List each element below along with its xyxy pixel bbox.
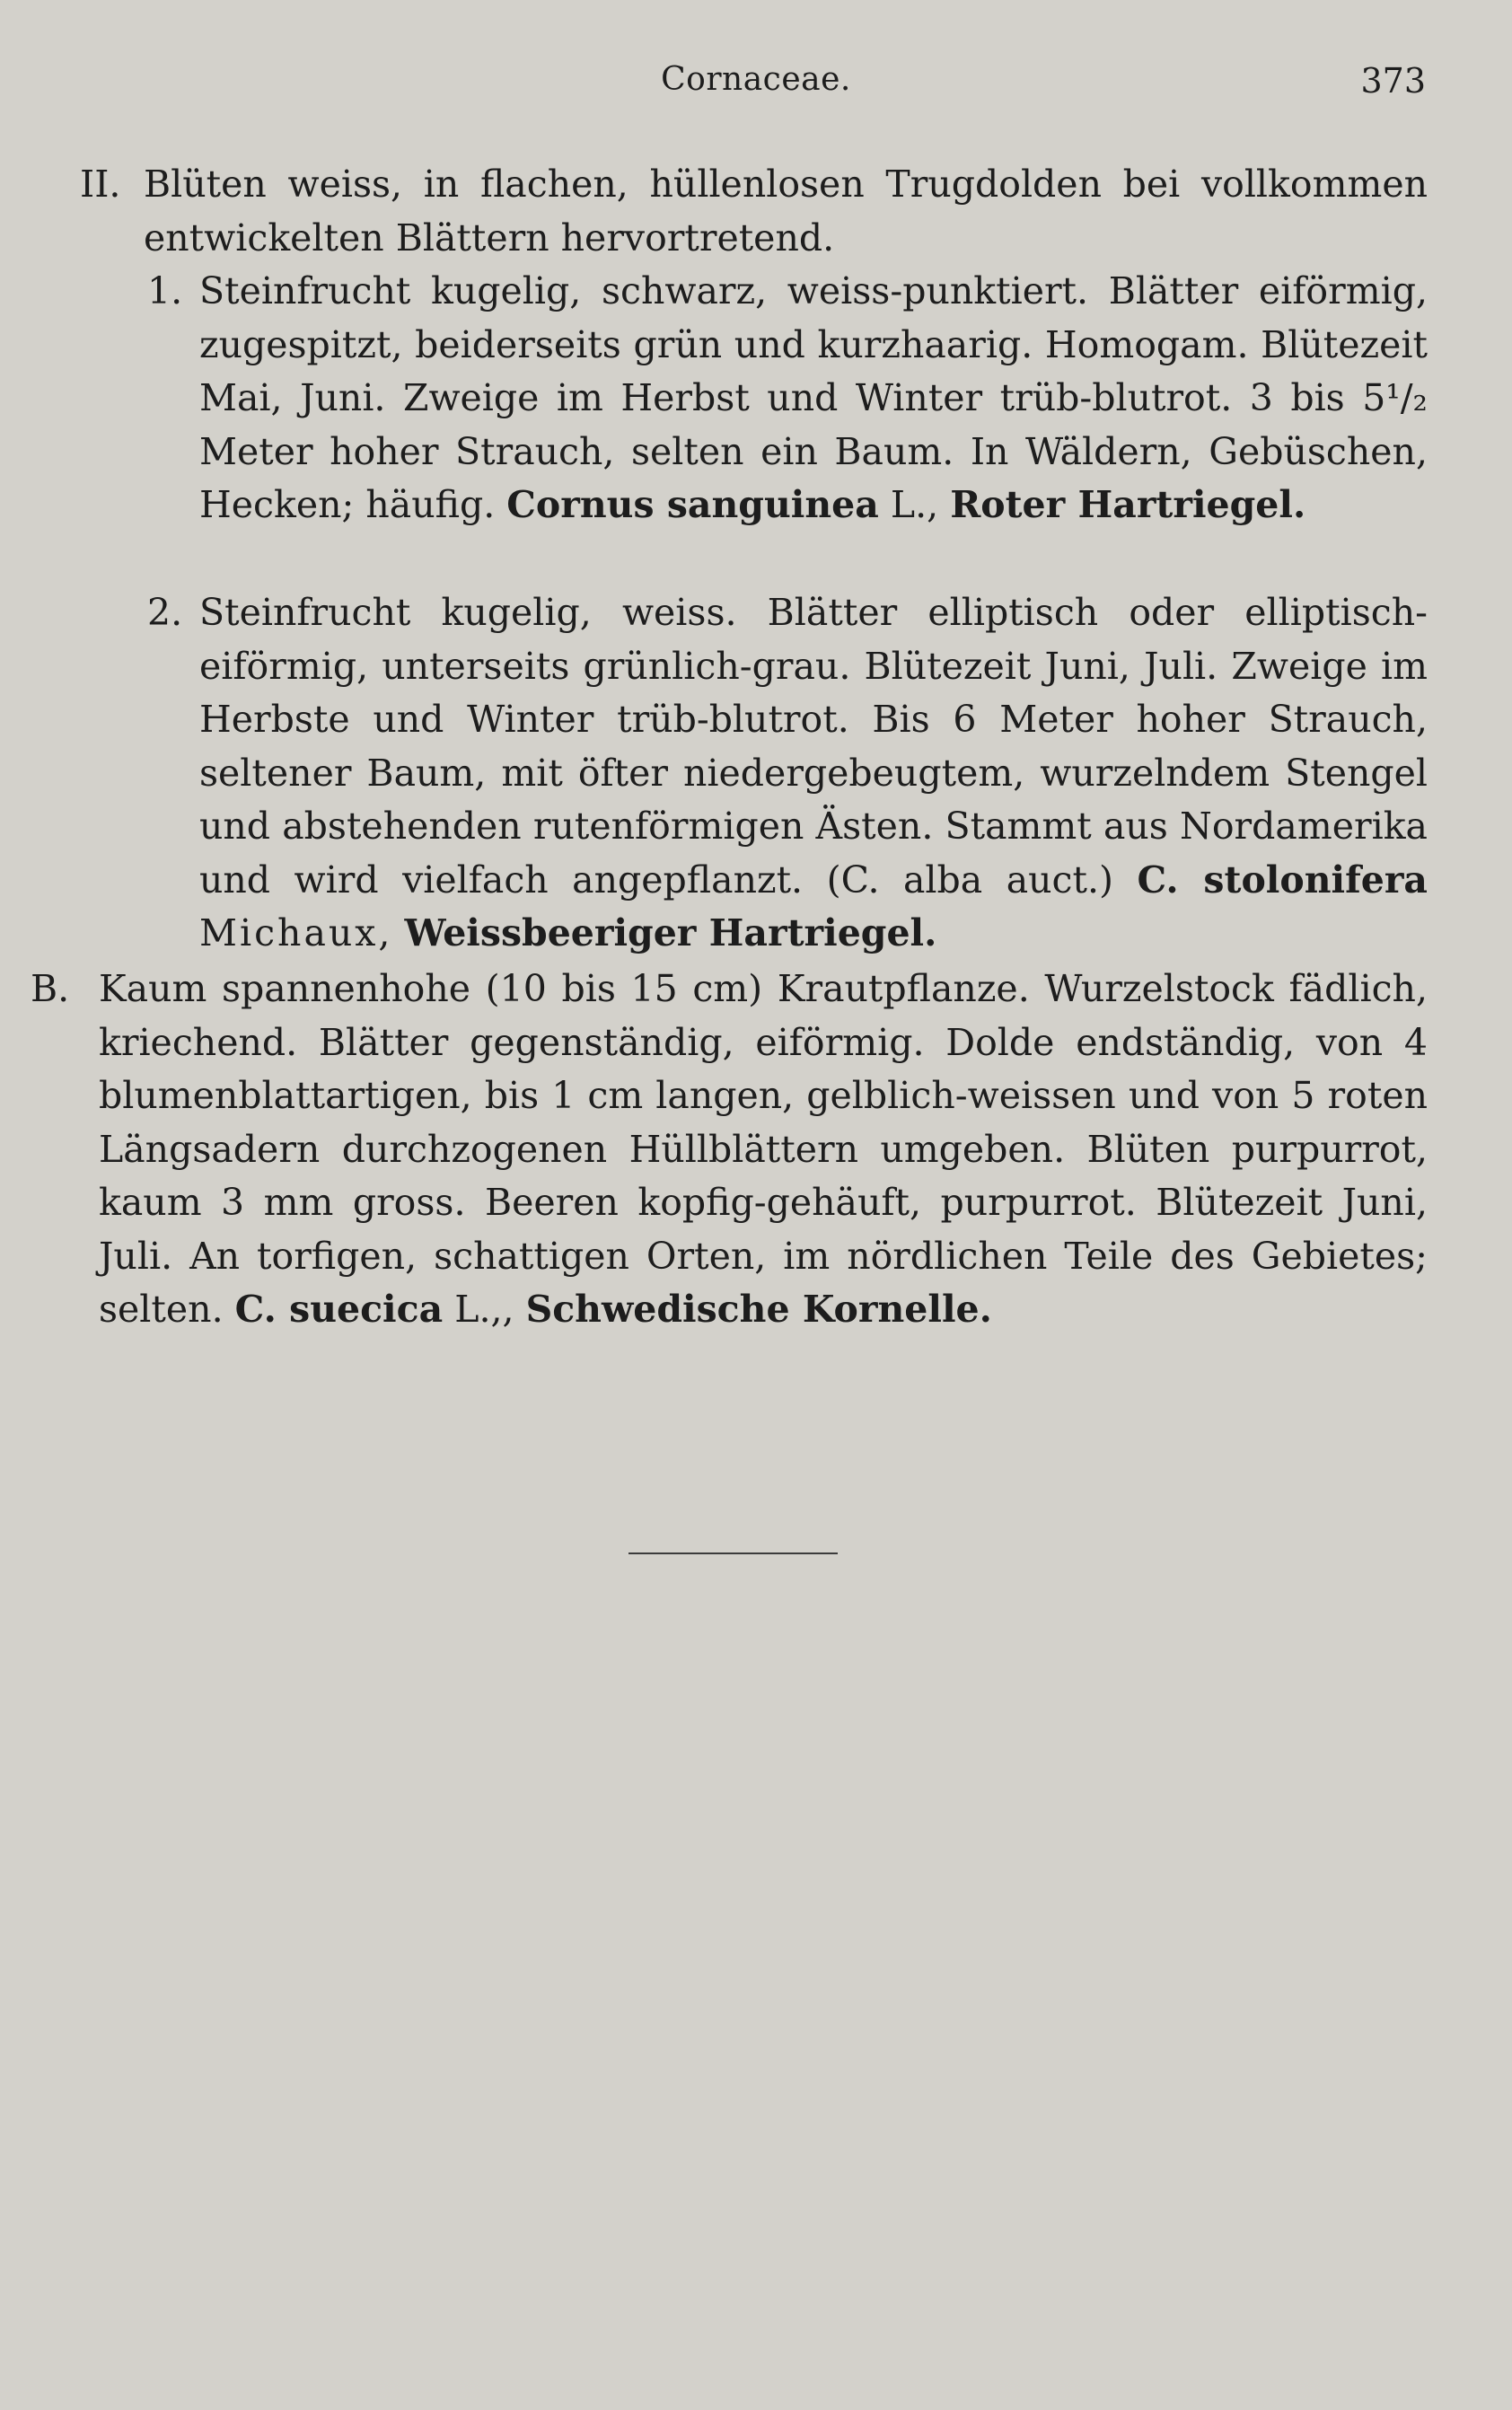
section-label: II. [80, 163, 121, 206]
item-text: Steinfrucht kugelig, weiss. Blätter elliptisch oder elliptisch-eiförmig, unterseits grünlich-grau. Blütezeit Juni, Juli. Zweige im Herbste und Winter trüb-blutrot. Bis 6 Meter hoher Strauch, seltener Baum, mit öfter niedergebeugtem, wurzelndem Stengel und abstehenden rutenförmigen Ästen. Stammt aus Nordamerika und wird vielfach angepflanzt. (C. alba auct.) [199, 591, 1428, 902]
item-2 [147, 586, 1428, 961]
item-text-continued: Meter hoher Strauch, selten ein Baum. In Wäldern, Gebüschen, Hecken; häufig. [199, 429, 1428, 526]
latin-name: Cornus sanguinea [506, 483, 879, 526]
item-label: 1. [147, 269, 183, 312]
section-II [80, 158, 1428, 265]
common-name: Roter Hartriegel. [950, 483, 1306, 526]
section-label: B. [31, 967, 70, 1010]
common-name: Schwedische Kornelle. [525, 1288, 992, 1331]
author: L.,, [454, 1288, 514, 1331]
running-header: Cornaceae. [661, 61, 851, 98]
author: Michaux, [199, 911, 393, 954]
section-text: Blüten weiss, in flachen, hüllenlosen Trugdolden bei vollkommen entwickelten Blättern hervortretend. [144, 163, 1428, 259]
page-number: 373 [1360, 61, 1426, 101]
common-name: Weissbeeriger Hartriegel. [404, 911, 937, 954]
item-text: Steinfrucht kugelig, schwarz, weiss-punktiert. Blätter eiförmig, zugespitzt, beiderseits grün und kurzhaarig. Homogam. Blütezeit Mai, Juni. Zweige im Herbst und Winter trüb-blutrot. 3 bis 5 [199, 269, 1428, 419]
item-label: 2. [147, 591, 183, 634]
latin-name: C. suecica [234, 1288, 444, 1331]
section-text: Kaum spannenhohe (10 bis 15 cm) Krautpflanze. Wurzelstock fädlich, kriechend. Blätter gegenständig, eiförmig. Dolde endständig, von 4 blumenblattartigen, bis 1 cm langen, gelblich-weissen und von 5 roten Längsadern durchzogenen Hüllblättern umgeben. Blüten purpurrot, kaum 3 mm gross. Beeren kopfig-gehäuft, purpurrot. Blütezeit Juni, Juli. An torfigen, schattigen Orten, im nördlichen Teile des Gebietes; selten. [99, 967, 1428, 1331]
end-rule [629, 1552, 838, 1554]
section-B [31, 963, 1428, 1337]
author: L., [890, 483, 939, 526]
latin-name: C. stolonifera [1137, 858, 1428, 902]
fraction: ¹/₂ [1385, 376, 1428, 419]
item-1 [147, 265, 1428, 532]
